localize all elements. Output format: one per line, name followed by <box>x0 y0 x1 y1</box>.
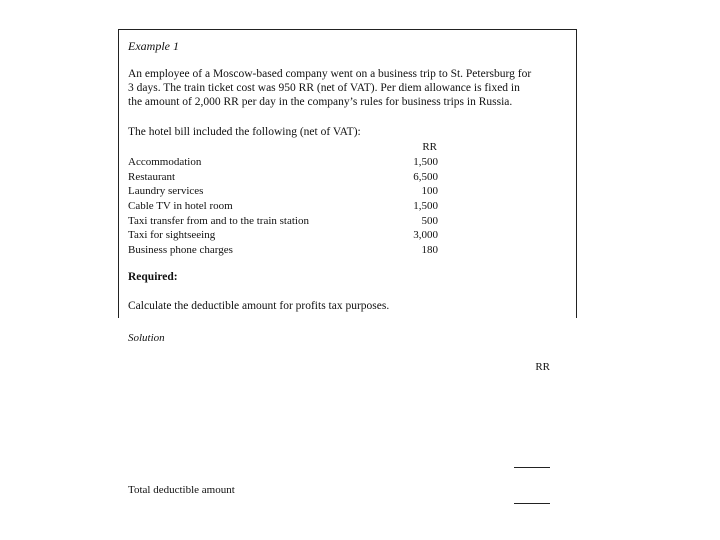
bill-rows <box>128 155 438 258</box>
total-deductible-label: Total deductible amount <box>128 484 235 496</box>
bill-row <box>128 184 438 199</box>
bill-item-label: Taxi transfer from and to the train station <box>128 214 309 227</box>
bill-row <box>128 155 438 170</box>
solution-currency-header: RR <box>535 361 550 373</box>
bill-item-amount: 6,500 <box>413 170 438 183</box>
bill-row <box>128 243 438 258</box>
bill-row <box>128 214 438 229</box>
intro-line: 3 days. The train ticket cost was 950 RR (net of VAT). Per diem allowance is fixed in <box>128 82 520 94</box>
bill-item-label: Taxi for sightseeing <box>128 229 216 242</box>
bill-item-label: Laundry services <box>128 185 204 198</box>
intro-line: the amount of 2,000 RR per day in the company’s rules for business trips in Russia. <box>128 96 513 108</box>
required-heading: Required: <box>128 271 178 283</box>
bill-item-label: Business phone charges <box>128 244 233 257</box>
hotel-bill-heading: The hotel bill included the following (net of VAT): <box>128 126 361 138</box>
example-intro <box>128 67 573 109</box>
bill-item-amount: 100 <box>421 185 438 198</box>
intro-line: An employee of a Moscow-based company went on a business trip to St. Petersburg for <box>128 68 532 80</box>
subtotal-rule <box>514 467 550 468</box>
total-rule <box>514 503 550 504</box>
bill-item-label: Cable TV in hotel room <box>128 200 233 213</box>
bill-item-amount: 180 <box>421 244 438 257</box>
bill-row <box>128 228 438 243</box>
bill-item-label: Accommodation <box>128 156 202 168</box>
bill-item-amount: 1,500 <box>413 200 438 213</box>
bill-item-amount: 1,500 <box>413 156 438 168</box>
example-box <box>118 29 577 318</box>
bill-currency-header: RR <box>422 141 437 153</box>
required-text: Calculate the deductible amount for profits tax purposes. <box>128 300 390 312</box>
bill-item-label: Restaurant <box>128 170 176 183</box>
bill-item-amount: 500 <box>421 214 438 227</box>
bill-row <box>128 170 438 185</box>
solution-title: Solution <box>128 332 165 344</box>
example-title: Example 1 <box>128 39 179 53</box>
bill-row <box>128 199 438 214</box>
bill-item-amount: 3,000 <box>413 229 438 242</box>
